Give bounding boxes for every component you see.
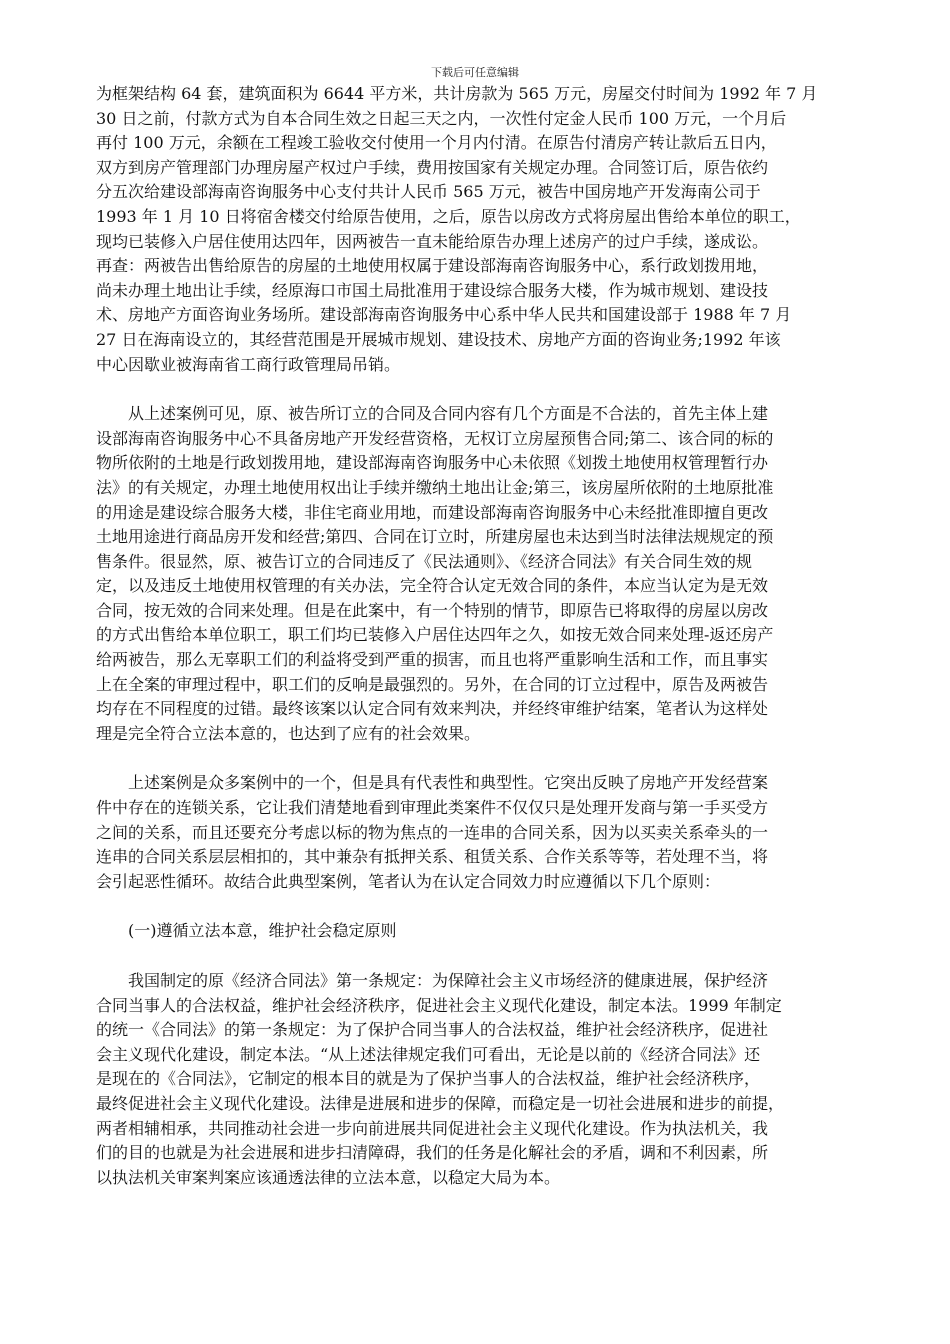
text-line: 分五次给建设部海南咨询服务中心支付共计人民币 565 万元，被告中国房地产开发海南公司于 bbox=[96, 182, 761, 202]
text-line: 以执法机关审案判案应该通透法律的立法本意，以稳定大局为本。 bbox=[96, 1167, 561, 1187]
text-line: 连串的合同关系层层相扣的，其中兼杂有抵押关系、租赁关系、合作关系等等，若处理不当，将 bbox=[96, 847, 769, 867]
text-line: 双方到房产管理部门办理房屋产权过户手续，费用按国家有关规定办理。合同签订后，原告依约 bbox=[96, 157, 769, 177]
text-line: 再付 100 万元，余额在工程竣工验收交付使用一个月内付清。在原告付清房产转让款后五日内， bbox=[96, 133, 777, 153]
text-line: 27 日在海南设立的，其经营范围是开展城市规划、建设技术、房地产方面的咨询业务;1992 年该 bbox=[96, 329, 781, 349]
text-line: 理是完全符合立法本意的，也达到了应有的社会效果。 bbox=[96, 723, 481, 743]
text-line: 合同，按无效的合同来处理。但是在此案中，有一个特别的情节，即原告已将取得的房屋以房改 bbox=[96, 600, 769, 620]
text-line: 物所依附的土地是行政划拨用地，建设部海南咨询服务中心未依照《划拨土地使用权管理暂行办 bbox=[96, 453, 769, 473]
text-line: 为框架结构 64 套，建筑面积为 6644 平方米，共计房款为 565 万元，房屋交付时间为 1992 年 7 月 bbox=[96, 84, 818, 103]
text-line: 是现在的《合同法》，它制定的根本目的就是为了保护当事人的合法权益，维护社会经济秩序， bbox=[96, 1069, 761, 1089]
text-line: 的用途是建设综合服务大楼，非住宅商业用地，而建设部海南咨询服务中心未经批准即擅自更改 bbox=[96, 502, 769, 522]
paragraph-legislative-intent bbox=[96, 969, 882, 1190]
text-line: 中心因歇业被海南省工商行政管理局吊销。 bbox=[96, 354, 401, 374]
text-line: 定，以及违反土地使用权管理的有关办法，完全符合认定无效合同的条件，本应当认定为是无效 bbox=[96, 576, 769, 596]
text-line: 售条件。很显然，原、被告订立的合同违反了《民法通则》、《经济合同法》有关合同生效的规 bbox=[96, 551, 753, 571]
text-line: 的统一《合同法》的第一条规定：为了保护合同当事人的合法权益，维护社会经济秩序，促进社 bbox=[96, 1020, 769, 1040]
text-line: 上在全案的审理过程中，职工们的反响是最强烈的。另外，在合同的订立过程中，原告及两被告 bbox=[96, 674, 769, 694]
section-heading bbox=[96, 919, 882, 944]
text-line: 们的目的也就是为社会进展和进步扫清障碍，我们的任务是化解社会的矛盾，调和不利因素，所 bbox=[96, 1143, 769, 1163]
text-line: 均存在不同程度的过错。最终该案以认定合同有效来判决，并经终审维护结案，笔者认为这样处 bbox=[96, 699, 769, 719]
text-line: 的方式出售给本单位职工，职工们均已装修入户居住达四年之久，如按无效合同来处理-返还房产 bbox=[96, 625, 774, 645]
text-line: 30 日之前，付款方式为自本合同生效之日起三天之内，一次性付定金人民币 100 万元，一个月后 bbox=[96, 108, 787, 128]
text-line: 再查：两被告出售给原告的房屋的土地使用权属于建设部海南咨询服务中心，系行政划拨用地， bbox=[96, 256, 769, 276]
heading-line: (一)遵循立法本意，维护社会稳定原则 bbox=[96, 921, 397, 941]
text-line: 会主义现代化建设，制定本法。“从上述法律规定我们可看出，无论是以前的《经济合同法》还 bbox=[96, 1044, 761, 1064]
text-line: 两者相辅相承，共同推动社会进一步向前进展共同促进社会主义现代化建设。作为执法机关，我 bbox=[96, 1118, 769, 1138]
text-line: 我国制定的原《经济合同法》第一条规定：为保障社会主义市场经济的健康进展，保护经济 bbox=[96, 971, 769, 990]
text-line: 会引起恶性循环。故结合此典型案例，笔者认为在认定合同效力时应遵循以下几个原则： bbox=[96, 871, 721, 891]
text-line: 设部海南咨询服务中心不具备房地产开发经营资格，无权订立房屋预售合同;第二、该合同的标的 bbox=[96, 428, 774, 448]
paragraph-case-facts bbox=[96, 82, 882, 377]
text-line: 尚未办理土地出让手续，经原海口市国土局批准用于建设综合服务大楼，作为城市规划、建设技 bbox=[96, 280, 769, 300]
header-note: 下载后可任意编辑 bbox=[431, 66, 519, 79]
text-line: 现均已装修入户居住使用达四年，因两被告一直未能给原告办理上述房产的过户手续，遂成讼。 bbox=[96, 231, 769, 251]
document-body bbox=[96, 82, 882, 1190]
text-line: 合同当事人的合法权益，维护社会经济秩序，促进社会主义现代化建设，制定本法。1999 年制定 bbox=[96, 995, 782, 1015]
text-line: 最终促进社会主义现代化建设。法律是进展和进步的保障，而稳定是一切社会进展和进步的前提， bbox=[96, 1093, 785, 1113]
text-line: 从上述案例可见，原、被告所订立的合同及合同内容有几个方面是不合法的，首先主体上建 bbox=[96, 404, 769, 424]
text-line: 件中存在的连锁关系，它让我们清楚地看到审理此类案件不仅仅只是处理开发商与第一手买受方 bbox=[96, 798, 769, 818]
text-line: 土地用途进行商品房开发和经营;第四、合同在订立时，所建房屋也未达到当时法律法规规定的预 bbox=[96, 527, 774, 547]
paragraph-typical-case bbox=[96, 771, 882, 894]
text-line: 上述案例是众多案例中的一个，但是具有代表性和典型性。它突出反映了房地产开发经营案 bbox=[96, 773, 769, 793]
paragraph-case-analysis bbox=[96, 402, 882, 746]
text-line: 之间的关系，而且还要充分考虑以标的物为焦点的一连串的合同关系，因为以买卖关系牵头的一 bbox=[96, 822, 769, 842]
text-line: 法》的有关规定，办理土地使用权出让手续并缴纳土地出让金;第三，该房屋所依附的土地原批准 bbox=[96, 477, 774, 497]
text-line: 1993 年 1 月 10 日将宿舍楼交付给原告使用，之后，原告以房改方式将房屋出售给本单位的职工， bbox=[96, 206, 801, 226]
text-line: 术、房地产方面咨询业务场所。建设部海南咨询服务中心系中华人民共和国建设部于 1988 年 7 月 bbox=[96, 305, 792, 325]
text-line: 给两被告，那么无辜职工们的利益将受到严重的损害，而且也将严重影响生活和工作，而且事实 bbox=[96, 650, 769, 670]
